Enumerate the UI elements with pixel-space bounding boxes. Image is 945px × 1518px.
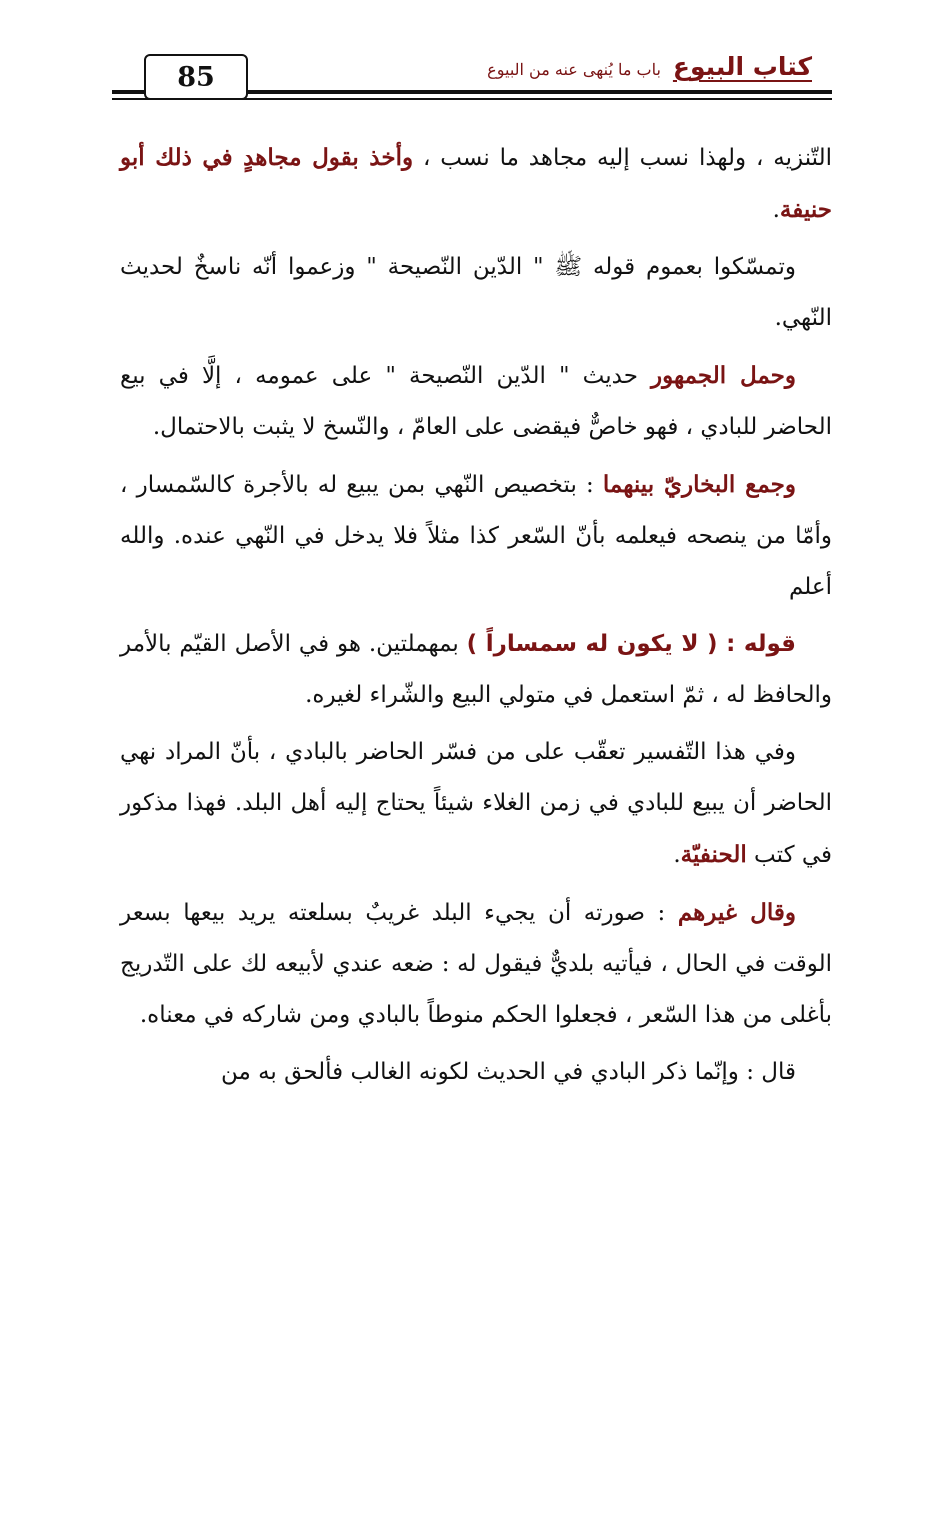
book-title: كتاب البيوع — [672, 52, 812, 81]
paragraph-1 — [120, 132, 832, 236]
page-header — [112, 52, 832, 102]
highlight-run: وحمل الجمهور — [651, 362, 796, 389]
running-title — [487, 52, 812, 88]
text-run: . — [673, 842, 681, 868]
paragraph-8 — [120, 1047, 832, 1098]
text-run: بمهملتين. هو في الأصل القيّم بالأمر والحافظ له ، ثمّ استعمل في متولي البيع والشّراء لغيره. — [120, 631, 832, 708]
chapter-title: باب ما يُنهى عنه من البيوع — [487, 60, 661, 79]
text-run: وفي هذا التّفسير تعقّب على من فسّر الحاضر بالبادي ، بأنّ المراد نهي الحاضر أن يبيع للبادي في زمن الغلاء شيئاً يحتاج إليه أهل البلد. فهذا مذكور في كتب — [120, 739, 832, 868]
highlight-run: وجمع البخاريّ بينهما — [602, 471, 796, 498]
text-run: وتمسّكوا بعموم قوله ﷺ " الدّين النّصيحة " وزعموا أنّه ناسخٌ لحديث النّهي. — [120, 254, 832, 331]
page-body — [120, 132, 832, 1104]
paragraph-5 — [120, 619, 832, 721]
text-run: حديث " الدّين النّصيحة " على عمومه ، إلَّا في بيع الحاضر للبادي ، فهو خاصٌّ فيقضى على العامّ ، والنّسخ لا يثبت بالاحتمال. — [120, 363, 832, 440]
paragraph-6 — [120, 727, 832, 881]
paragraph-4 — [120, 459, 832, 613]
text-run: : صورته أن يجيء البلد غريبٌ بسلعته يريد بيعها بسعر الوقت في الحال ، فيأتيه بلديٌّ فيقول له : ضعه عندي لأبيعه لك على التّدريج بأغلى من هذا السّعر ، فجعلوا الحكم منوطاً بالبادي ومن شاركه في معناه. — [120, 900, 832, 1028]
highlight-run: وأخذ بقول مجاهدٍ في ذلك أبو حنيفة — [120, 144, 832, 223]
quote-run: قوله : ( لا يكون له سمساراً ) — [466, 631, 796, 657]
text-run: . — [772, 197, 780, 223]
page-number: 85 — [144, 54, 248, 100]
highlight-run: وقال غيرهم — [677, 899, 796, 926]
paragraph-3 — [120, 350, 832, 453]
highlight-run: الحنفيّة — [680, 841, 747, 868]
text-run: التّنزيه ، ولهذا نسب إليه مجاهد ما نسب ، — [413, 145, 832, 171]
text-run: : بتخصيص النّهي بمن يبيع له بالأجرة كالسّمسار ، وأمّا من ينصحه فيعلمه بأنّ السّعر كذا مثلاً فلا يدخل في النّهي عنده. والله أعلم — [120, 472, 832, 600]
paragraph-2 — [120, 242, 832, 344]
paragraph-7 — [120, 887, 832, 1041]
text-run: قال : وإنّما ذكر البادي في الحديث لكونه الغالب فألحق به من — [220, 1059, 796, 1085]
